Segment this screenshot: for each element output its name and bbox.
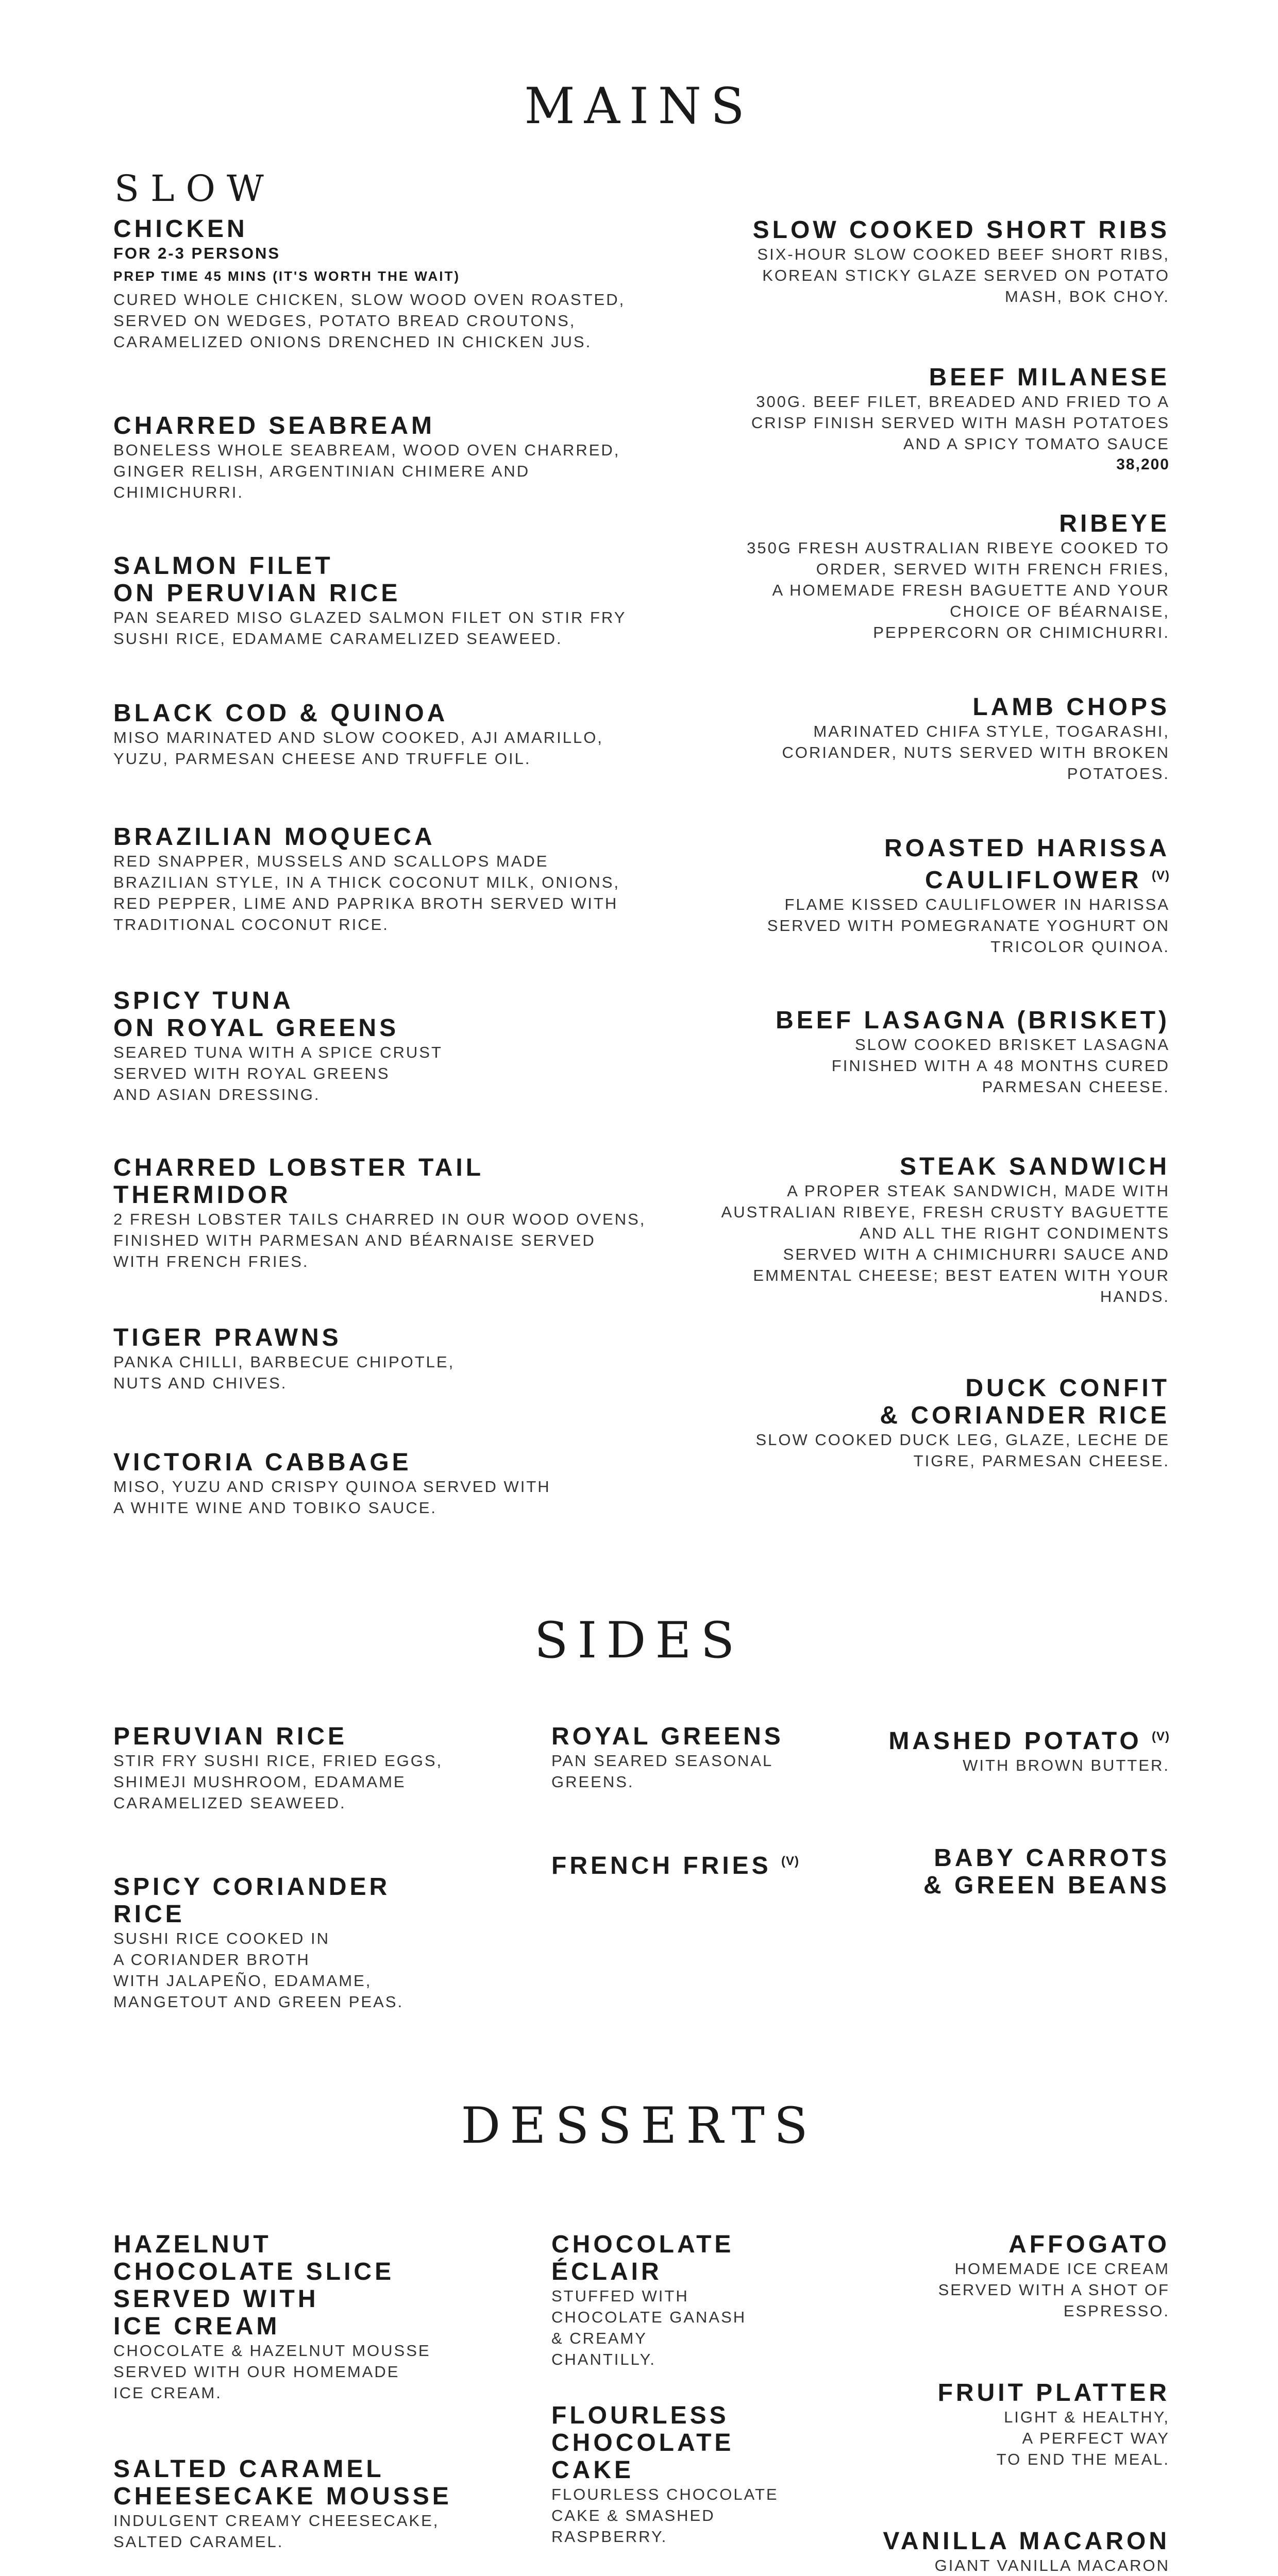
menu-item-tiger-prawns: [113, 1324, 680, 1394]
dessert-salted-caramel: [113, 2455, 536, 2552]
dessert-affogato: [845, 2231, 1170, 2321]
item-desc: 2 FRESH LOBSTER TAILS CHARRED IN OUR WOOD OVENS, FINISHED WITH PARMESAN AND BÉARNAISE SERVED WITH FRENCH FRIES.: [113, 1210, 646, 1270]
item-name: DUCK CONFIT & CORIANDER RICE: [880, 1375, 1170, 1429]
item-desc: CHOCOLATE & HAZELNUT MOUSSE SERVED WITH OUR HOMEMADE ICE CREAM.: [113, 2342, 431, 2402]
menu-item-victoria-cabbage: [113, 1449, 680, 1518]
item-name: CHARRED SEABREAM: [113, 412, 435, 439]
item-desc: CURED WHOLE CHICKEN, SLOW WOOD OVEN ROASTED, SERVED ON WEDGES, POTATO BREAD CROUTONS, CARAMELIZED ONIONS DRENCHED IN CHICKEN JUS.: [113, 291, 626, 351]
item-name: [701, 835, 1170, 894]
item-desc: RED SNAPPER, MUSSELS AND SCALLOPS MADE BRAZILIAN STYLE, IN A THICK COCONUT MILK, ONIONS, RED PEPPER, LIME AND PAPRIKA BROTH SERVED WITH TRADITIONAL COCONUT RICE.: [113, 852, 620, 934]
item-name: TIGER PRAWNS: [113, 1324, 342, 1351]
item-name: CHOCOLATE ÉCLAIR: [551, 2231, 734, 2285]
item-name: HAZELNUT CHOCOLATE SLICE SERVED WITH ICE CREAM: [113, 2231, 395, 2340]
menu-item-lobster: [113, 1154, 680, 1272]
dessert-hazelnut-slice: [113, 2231, 536, 2403]
vegetarian-badge: (V): [781, 1854, 800, 1868]
item-desc: MARINATED CHIFA STYLE, TOGARASHI, CORIANDER, NUTS SERVED WITH BROKEN POTATOES.: [782, 722, 1170, 783]
item-desc: 350G FRESH AUSTRALIAN RIBEYE COOKED TO ORDER, SERVED WITH FRENCH FRIES, A HOMEMADE FRESH BAGUETTE AND YOUR CHOICE OF BÉARNAISE, PEPPERCORN OR CHIMICHURRI.: [747, 539, 1170, 641]
item-name: BABY CARROTS & GREEN BEANS: [923, 1844, 1170, 1899]
side-mashed-potato: [845, 1723, 1170, 1776]
side-royal-greens: [551, 1723, 840, 1792]
item-desc: PAN SEARED MISO GLAZED SALMON FILET ON STIR FRY SUSHI RICE, EDAMAME CARAMELIZED SEAWEED.: [113, 608, 627, 648]
item-desc: STUFFED WITH CHOCOLATE GANASH & CREAMY CHANTILLY.: [551, 2287, 747, 2368]
item-name: BRAZILIAN MOQUECA: [113, 823, 435, 851]
menu-item-salmon: [113, 552, 680, 649]
desserts-title: DESSERTS: [461, 2097, 817, 2155]
item-name: STEAK SANDWICH: [900, 1153, 1170, 1180]
item-desc: STIR FRY SUSHI RICE, FRIED EGGS, SHIMEJI MUSHROOM, EDAMAME CARAMELIZED SEAWEED.: [113, 1752, 443, 1812]
item-name: CHARRED LOBSTER TAIL THERMIDOR: [113, 1154, 484, 1209]
menu-item-duck-confit: [701, 1375, 1170, 1471]
menu-item-spicy-tuna: [113, 987, 680, 1105]
item-desc: MISO MARINATED AND SLOW COOKED, AJI AMARILLO, YUZU, PARMESAN CHEESE AND TRUFFLE OIL.: [113, 728, 603, 768]
item-name: BEEF MILANESE: [929, 364, 1170, 391]
item-desc: INDULGENT CREAMY CHEESECAKE, SALTED CARAMEL.: [113, 2512, 440, 2551]
mains-title: MAINS: [524, 77, 754, 135]
item-desc: LIGHT & HEALTHY, A PERFECT WAY TO END THE MEAL.: [996, 2408, 1170, 2468]
item-name: LAMB CHOPS: [972, 693, 1170, 721]
dessert-flourless-cake: [551, 2402, 840, 2547]
item-desc: A PROPER STEAK SANDWICH, MADE WITH AUSTRALIAN RIBEYE, FRESH CRUSTY BAGUETTE AND ALL THE RIGHT CONDIMENTS SERVED WITH A CHIMICHURRI SAUCE AND EMMENTAL CHEESE; BEST EATEN WITH YOUR HANDS.: [721, 1182, 1170, 1306]
item-name: AFFOGATO: [1008, 2231, 1170, 2258]
item-name-text: MASHED POTATO: [888, 1727, 1142, 1755]
item-name: SPICY TUNA ON ROYAL GREENS: [113, 987, 399, 1042]
dessert-vanilla-macaron: [845, 2528, 1170, 2576]
item-name: RIBEYE: [1059, 510, 1170, 537]
item-name: BEEF LASAGNA (BRISKET): [776, 1007, 1170, 1034]
item-desc: WITH BROWN BUTTER.: [963, 1756, 1170, 1774]
menu-item-lamb-chops: [701, 693, 1170, 784]
menu-item-lasagna: [701, 1007, 1170, 1097]
item-name: SALTED CARAMEL CHEESECAKE MOUSSE: [113, 2455, 452, 2510]
menu-item-black-cod: [113, 700, 680, 769]
item-name: BLACK COD & QUINOA: [113, 700, 448, 727]
item-name: VICTORIA CABBAGE: [113, 1449, 412, 1476]
vegetarian-badge: (V): [1152, 869, 1170, 883]
sides-title: SIDES: [534, 1612, 744, 1669]
side-peruvian-rice: [113, 1723, 536, 1814]
item-name-text: FRENCH FRIES: [551, 1852, 771, 1879]
menu-item-beef-milanese: [701, 364, 1170, 475]
item-desc: SUSHI RICE COOKED IN A CORIANDER BROTH WITH JALAPEÑO, EDAMAME, MANGETOUT AND GREEN PEAS.: [113, 1929, 404, 2011]
item-name-text: ROASTED HARISSA CAULIFLOWER: [884, 835, 1170, 894]
item-desc: FLOURLESS CHOCOLATE CAKE & SMASHED RASPBERRY.: [551, 2485, 779, 2546]
dessert-fruit-platter: [845, 2379, 1170, 2470]
item-desc: SEARED TUNA WITH A SPICE CRUST SERVED WITH ROYAL GREENS AND ASIAN DRESSING.: [113, 1043, 443, 1104]
item-serves: FOR 2-3 PERSONS: [113, 244, 281, 262]
item-desc: PAN SEARED SEASONAL GREENS.: [551, 1752, 773, 1791]
item-name: CHICKEN: [113, 215, 248, 243]
side-baby-carrots: [845, 1844, 1170, 1899]
item-name: SLOW COOKED SHORT RIBS: [752, 216, 1170, 244]
menu-item-moqueca: [113, 823, 680, 935]
menu-item-ribeye: [701, 510, 1170, 643]
item-desc: HOMEMADE ICE CREAM SERVED WITH A SHOT OF ESPRESSO.: [938, 2260, 1170, 2320]
item-name: [845, 1723, 1170, 1755]
item-desc: GIANT VANILLA MACARON: [934, 2556, 1170, 2574]
menu-item-steak-sandwich: [701, 1153, 1170, 1307]
item-desc: PANKA CHILLI, BARBECUE CHIPOTLE, NUTS AND CHIVES.: [113, 1353, 455, 1392]
item-name: FRUIT PLATTER: [937, 2379, 1170, 2406]
item-name: SALMON FILET ON PERUVIAN RICE: [113, 552, 401, 607]
item-desc: MISO, YUZU AND CRISPY QUINOA SERVED WITH A WHITE WINE AND TOBIKO SAUCE.: [113, 1478, 551, 1517]
slow-tag: SLOW: [114, 167, 275, 210]
item-name: [551, 1848, 840, 1879]
item-name: SPICY CORIANDER RICE: [113, 1873, 391, 1928]
menu-item-chicken: [113, 215, 680, 352]
item-desc: SLOW COOKED DUCK LEG, GLAZE, LECHE DE TIGRE, PARMESAN CHEESE.: [755, 1431, 1170, 1470]
item-desc: BONELESS WHOLE SEABREAM, WOOD OVEN CHARRED, GINGER RELISH, ARGENTINIAN CHIMERE AND CHIMICHURRI.: [113, 441, 620, 501]
item-price: 38,200: [1116, 456, 1170, 473]
item-name: PERUVIAN RICE: [113, 1723, 348, 1750]
menu-item-short-ribs: [701, 216, 1170, 307]
side-spicy-coriander-rice: [113, 1873, 536, 2012]
item-desc: SLOW COOKED BRISKET LASAGNA FINISHED WITH A 48 MONTHS CURED PARMESAN CHEESE.: [831, 1036, 1170, 1096]
item-name: VANILLA MACARON: [883, 2528, 1170, 2555]
item-desc: 300G. BEEF FILET, BREADED AND FRIED TO A CRISP FINISH SERVED WITH MASH POTATOES AND A SPICY TOMATO SAUCE: [751, 393, 1170, 453]
menu-item-seabream: [113, 412, 680, 503]
item-desc: FLAME KISSED CAULIFLOWER IN HARISSA SERVED WITH POMEGRANATE YOGHURT ON TRICOLOR QUINOA.: [767, 895, 1170, 956]
item-prep: PREP TIME 45 MINS (IT'S WORTH THE WAIT): [113, 268, 461, 284]
side-french-fries: [551, 1848, 840, 1879]
menu-item-cauliflower: [701, 835, 1170, 957]
dessert-chocolate-eclair: [551, 2231, 840, 2370]
item-name: FLOURLESS CHOCOLATE CAKE: [551, 2402, 734, 2484]
item-desc: SIX-HOUR SLOW COOKED BEEF SHORT RIBS, KOREAN STICKY GLAZE SERVED ON POTATO MASH, BOK CHOY.: [757, 245, 1170, 306]
vegetarian-badge: (V): [1152, 1730, 1170, 1743]
item-name: ROYAL GREENS: [551, 1723, 784, 1750]
